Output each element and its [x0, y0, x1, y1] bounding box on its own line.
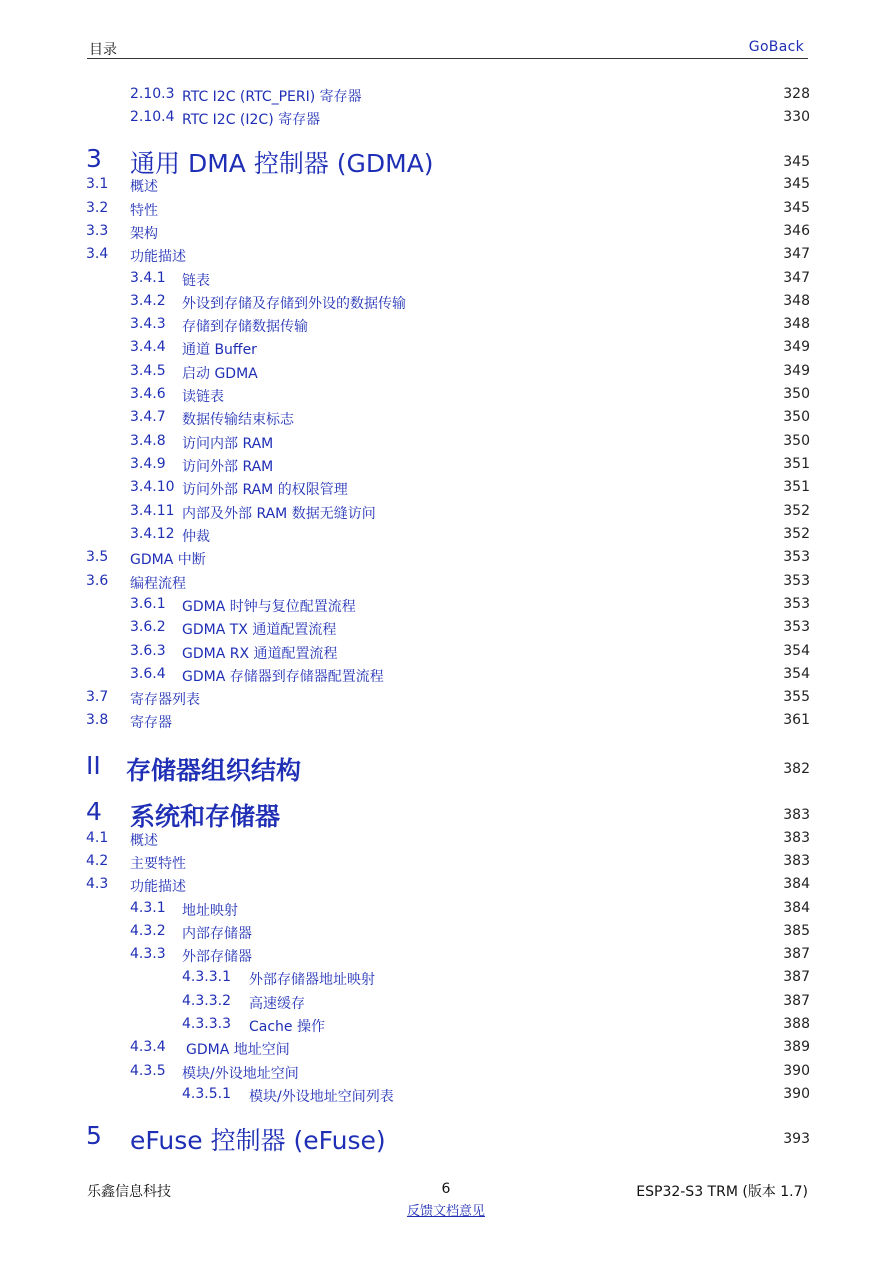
toc-entry[interactable]: 3.4.6 读链表 350 [130, 386, 810, 405]
toc-entry[interactable]: 3.4.5 启动 GDMA 349 [130, 363, 810, 382]
toc-chapter[interactable]: 3 通用 DMA 控制器 (GDMA) 345 [86, 144, 810, 178]
toc-entry[interactable]: 4.3.5.1 模块/外设地址空间列表 390 [182, 1086, 810, 1105]
footer-doc-version: ESP32-S3 TRM (版本 1.7) [636, 1184, 808, 1200]
toc-entry[interactable]: 4.3.5 模块/外设地址空间 390 [130, 1063, 810, 1082]
header-section-title: 目录 [89, 42, 117, 58]
toc-entry[interactable]: 4.3 功能描述 384 [86, 876, 810, 895]
toc-entry[interactable]: 3.8 寄存器 361 [86, 712, 810, 731]
footer-company: 乐鑫信息科技 [87, 1184, 171, 1200]
goback-link[interactable]: GoBack [748, 39, 804, 55]
toc-entry[interactable]: 2.10.3 RTC I2C (RTC_PERI) 寄存器 328 [130, 86, 810, 105]
toc-entry[interactable]: 3.4.11 内部及外部 RAM 数据无缝访问 352 [130, 503, 810, 522]
toc-entry[interactable]: 3.6.3 GDMA RX 通道配置流程 354 [130, 643, 810, 662]
toc-entry[interactable]: 4.3.3 外部存储器 387 [130, 946, 810, 965]
toc-entry[interactable]: 4.3.2 内部存储器 385 [130, 923, 810, 942]
toc-entry[interactable]: 3.4.1 链表 347 [130, 270, 810, 289]
toc-entry[interactable]: 4.2 主要特性 383 [86, 853, 810, 872]
toc-entry[interactable]: 3.4.2 外设到存储及存储到外设的数据传输 348 [130, 293, 810, 312]
toc-entry[interactable]: 2.10.4 RTC I2C (I2C) 寄存器 330 [130, 109, 810, 128]
toc-entry[interactable]: 4.3.3.3 Cache 操作 388 [182, 1016, 810, 1035]
toc-entry[interactable]: 3.4.3 存储到存储数据传输 348 [130, 316, 810, 335]
page-header [87, 36, 808, 59]
toc-entry[interactable]: 3.6.2 GDMA TX 通道配置流程 353 [130, 619, 810, 638]
toc-entry[interactable]: 4.3.4 GDMA 地址空间 389 [130, 1039, 810, 1058]
toc-entry[interactable]: 3.4.4 通道 Buffer 349 [130, 339, 810, 358]
toc-entry[interactable]: 3.4.8 访问内部 RAM 350 [130, 433, 810, 452]
toc-entry[interactable]: 3.6.1 GDMA 时钟与复位配置流程 353 [130, 596, 810, 615]
toc-entry[interactable]: 3.1 概述 345 [86, 176, 810, 195]
toc-entry[interactable]: 4.3.1 地址映射 384 [130, 900, 810, 919]
toc-entry[interactable]: 4.3.3.1 外部存储器地址映射 387 [182, 969, 810, 988]
footer-page-number: 6 [441, 1181, 451, 1197]
toc-entry[interactable]: 3.2 特性 345 [86, 200, 810, 219]
toc-chapter[interactable]: 4 系统和存储器 383 [86, 797, 810, 831]
toc-entry[interactable]: 4.1 概述 383 [86, 830, 810, 849]
toc-entry[interactable]: 3.4.12 仲裁 352 [130, 526, 810, 545]
toc-entry[interactable]: 3.4.10 访问外部 RAM 的权限管理 351 [130, 479, 810, 498]
toc-entry[interactable]: 4.3.3.2 高速缓存 387 [182, 993, 810, 1012]
feedback-link[interactable]: 反馈文档意见 [406, 1204, 485, 1219]
toc-entry[interactable]: 3.6 编程流程 353 [86, 573, 810, 592]
toc-entry[interactable]: 3.4.7 数据传输结束标志 350 [130, 409, 810, 428]
toc-entry[interactable]: 3.4.9 访问外部 RAM 351 [130, 456, 810, 475]
toc-entry[interactable]: 3.3 架构 346 [86, 223, 810, 242]
toc-entry[interactable]: 3.4 功能描述 347 [86, 246, 810, 265]
toc-entry[interactable]: 3.6.4 GDMA 存储器到存储器配置流程 354 [130, 666, 810, 685]
toc-entry[interactable]: 3.5 GDMA 中断 353 [86, 549, 810, 568]
toc-entry[interactable]: 3.7 寄存器列表 355 [86, 689, 810, 708]
toc-part[interactable]: II 存储器组织结构 382 [86, 751, 810, 785]
toc-chapter[interactable]: 5 eFuse 控制器 (eFuse) 393 [86, 1121, 810, 1155]
